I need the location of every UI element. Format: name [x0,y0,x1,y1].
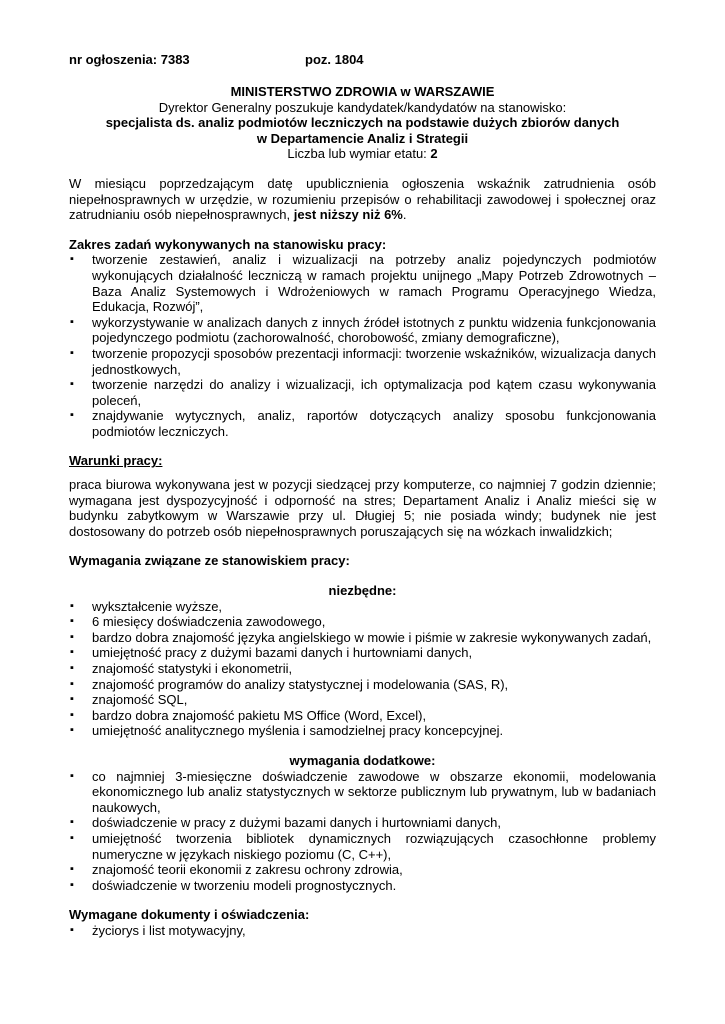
documents-list [69,923,656,939]
announcement-number: nr ogłoszenia: 7383 [69,52,190,67]
list-item: ▪ umiejętność pracy z dużymi bazami danych i hurtowniami danych, [69,645,656,661]
list-item: ▪ 6 miesięcy doświadczenia zawodowego, [69,614,656,630]
position-title: specjalista ds. analiz podmiotów leczniczych na podstawie dużych zbiorów danych [105,115,620,131]
list-item: ▪ umiejętność analitycznego myślenia i samodzielnej pracy koncepcyjnej. [69,723,656,739]
list-item: ▪ doświadczenie w pracy z dużymi bazami danych i hurtowniami danych, [69,815,656,831]
tasks-list [69,252,656,439]
document-page [69,52,656,939]
position-number: poz. 1804 [305,52,364,67]
additional-list [69,769,656,894]
required-list [69,599,656,739]
additional-heading: wymagania dodatkowe: [289,752,436,768]
list-item: ▪ życiorys i list motywacyjny, [69,923,656,939]
conditions-text: praca biurowa wykonywana jest w pozycji siedzącej przy komputerze, co najmniej 7 godzin dziennie; wymagana jest dyspozycyjność i odporność na stres; Departament Analiz i Analiz mieści się w budynku zabytkowym w Warszawie przy ul. Długiej 5; nie posiada windy; budynek nie jest dostosowany do potrzeb osób niepełnosprawnych poruszających się na wózkach inwalidzkich; [69,477,656,539]
list-item: ▪ znajomość programów do analizy statystycznej i modelowania (SAS, R), [69,677,656,693]
ministry-title: MINISTERSTWO ZDROWIA w WARSZAWIE [230,84,495,99]
list-item: ▪ znajomość statystyki i ekonometrii, [69,661,656,677]
list-item: ▪ tworzenie propozycji sposobów prezentacji informacji: tworzenie wskaźników, wizualizacja danych jednostkowych, [69,346,656,377]
list-item: ▪ wykształcenie wyższe, [69,599,656,615]
list-item: ▪ wykorzystywanie w analizach danych z innych źródeł istotnych z punktu widzenia funkcjonowania pojedynczego podmiotu (zachorowalność, chorobowość, zmiany demograficzne), [69,315,656,346]
fte-line [69,146,656,162]
list-item: ▪ tworzenie zestawień, analiz i wizualizacji na potrzeby analiz pojedynczych podmiotów wykonujących działalność leczniczą w ramach projektu unijnego „Mapy Potrzeb Zdrowotnych – Baza Analiz Systemowych i Wdrożeniowych w ramach Programu Operacyjnego Wiedza, Edukacja, Rozwój”, [69,252,656,314]
requirements-heading: Wymagania związane ze stanowiskiem pracy: [69,553,350,569]
fte-value: 2 [430,146,438,162]
list-item: ▪ tworzenie narzędzi do analizy i wizualizacji, ich optymalizacja pod kątem czasu wykonywania poleceń, [69,377,656,408]
employment-note-end: . [402,207,407,223]
required-heading: niezbędne: [328,583,397,599]
list-item: ▪ co najmniej 3-miesięczne doświadczenie zawodowe w obszarze ekonomii, modelowania ekonomicznego lub analiz statystycznych w sektorze publicznym lub prywatnym, lub w badaniach naukowych, [69,769,656,816]
fte-label: Liczba lub wymiar etatu: [287,146,431,162]
list-item: ▪ znajdywanie wytycznych, analiz, raportów dotyczących analizy sposobu funkcjonowania podmiotów leczniczych. [69,408,656,439]
department-name: w Departamencie Analiz i Strategii [256,130,469,146]
list-item: ▪ bardzo dobra znajomość pakietu MS Office (Word, Excel), [69,708,656,724]
conditions-heading: Warunki pracy: [69,453,163,469]
list-item: ▪ znajomość teorii ekonomii z zakresu ochrony zdrowia, [69,862,656,878]
list-item: ▪ znajomość SQL, [69,692,656,708]
documents-heading: Wymagane dokumenty i oświadczenia: [69,907,310,923]
announcement-header [69,52,656,68]
list-item: ▪ bardzo dobra znajomość języka angielskiego w mowie i piśmie w zakresie wykonywanych zadań, [69,630,656,646]
list-item: ▪ umiejętność tworzenia bibliotek dynamicznych rozwiązujących czasochłonne problemy numeryczne w językach niskiego poziomu (C, C++), [69,831,656,862]
tasks-heading: Zakres zadań wykonywanych na stanowisku pracy: [69,236,387,252]
employment-note [69,176,656,223]
list-item: ▪ doświadczenie w tworzeniu modeli prognostycznych. [69,878,656,894]
intro-line: Dyrektor Generalny poszukuje kandydatek/kandydatów na stanowisko: [158,99,567,115]
employment-note-text: W miesiącu poprzedzającym datę upublicznienia ogłoszenia wskaźnik zatrudnienia osób niepełnosprawnych w urzędzie, w rozumieniu przepisów o rehabilitacji zawodowej i społecznej oraz zatrudnianiu osób niepełnosprawnych, [69,175,656,223]
employment-note-bold: jest niższy niż 6% [293,207,403,223]
